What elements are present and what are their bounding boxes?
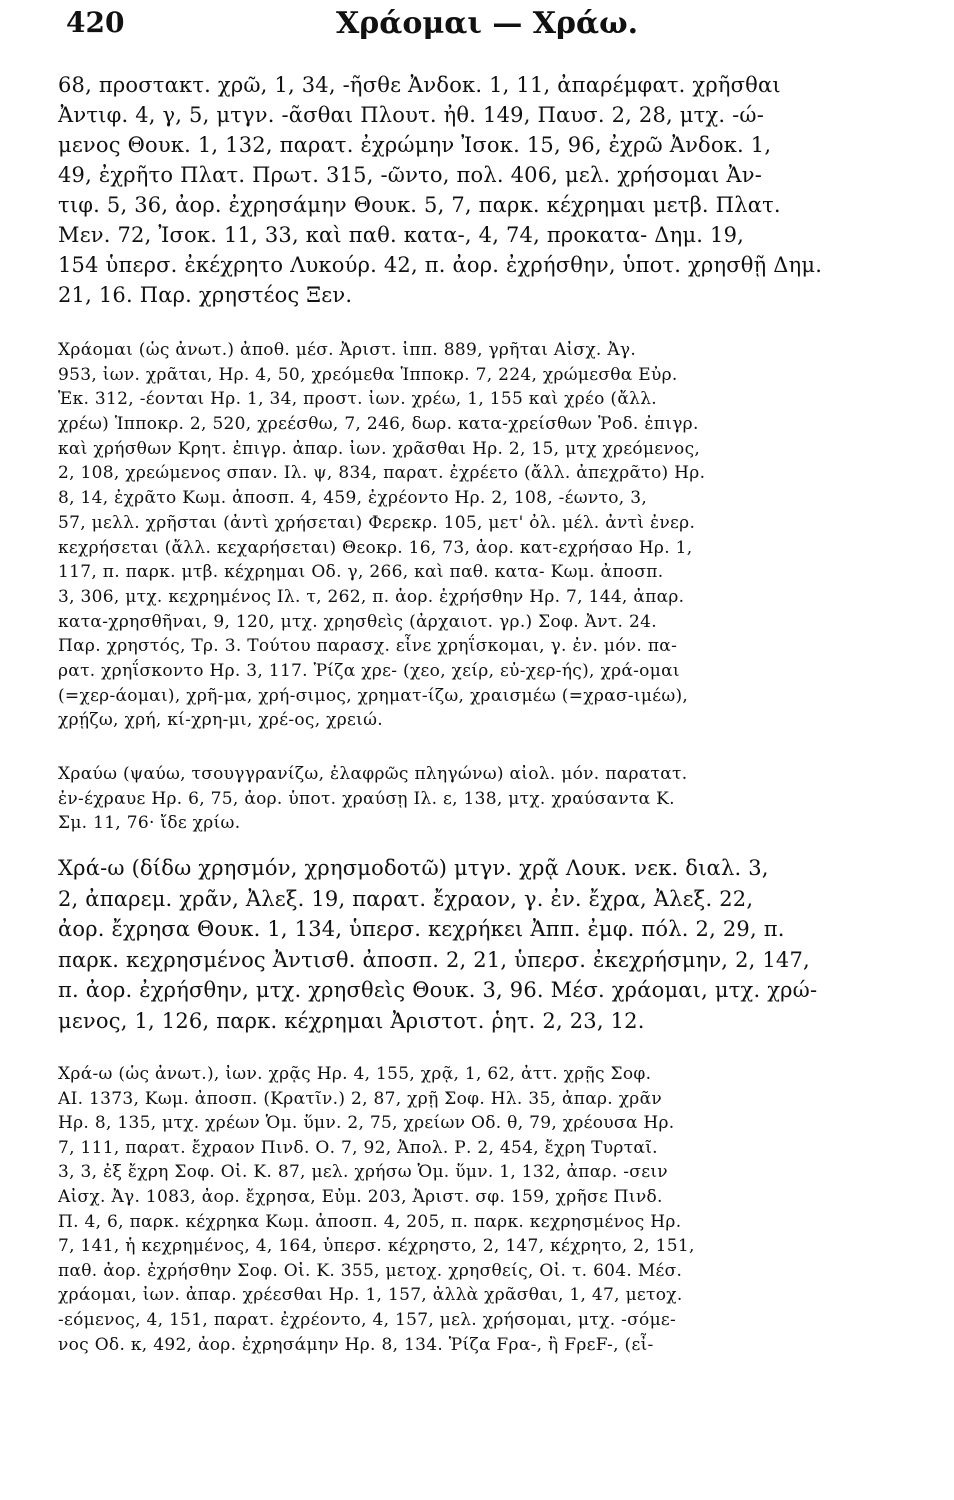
text-line: 3, 306, μτχ. κεχρημένος Ιλ. τ, 262, π. ἀορ. ἐχρήσθην Ηρ. 7, 144, ἀπαρ. [58, 586, 685, 607]
entry-chrauo [58, 762, 858, 836]
text-line: κεχρήσεται (ἄλλ. κεχαρήσεται) Θεοκρ. 16, 73, ἀορ. κατ-εχρήσαο Ηρ. 1, [58, 537, 693, 558]
text-line: μενος Θουκ. 1, 132, παρατ. ἐχρώμην Ἰσοκ. 15, 96, ἐχρῶ Ἀνδοκ. 1, [58, 133, 772, 157]
page-header [66, 6, 894, 50]
text-line: Μεν. 72, Ἰσοκ. 11, 33, καὶ παθ. κατα-, 4, 74, προκατα- Δημ. 19, [58, 223, 745, 247]
text-line: Ἀντιφ. 4, γ, 5, μτγν. -ᾶσθαι Πλουτ. ἠθ. 149, Παυσ. 2, 28, μτχ. -ώ- [58, 103, 765, 127]
text-line: 57, μελλ. χρῆσται (ἀντὶ χρήσεται) Φερεκρ. 105, μετ' ὀλ. μέλ. ἀντὶ ἐνερ. [58, 512, 696, 533]
text-line: Παρ. χρηστός, Τρ. 3. Τούτου παρασχ. εἶνε χρηΐσκομαι, γ. ἐν. μόν. πα- [58, 636, 678, 657]
text-line: Χράομαι (ὡς ἀνωτ.) ἀποθ. μέσ. Ἀριστ. ἱππ. 889, γρῆται Αἰσχ. Ἀγ. [58, 340, 637, 360]
text-line: Χραύω (ψαύω, τσουγγρανίζω, ἐλαφρῶς πληγώνω) αἰολ. μόν. παρατατ. [58, 764, 688, 784]
text-line: Χρά-ω (ὡς ἀνωτ.), ἰων. χρᾷς Ηρ. 4, 155, χρᾷ, 1, 62, ἀττ. χρῇς Σοφ. [58, 1064, 652, 1084]
entry-chrao-dialect [58, 1062, 858, 1357]
text-line: 953, ἰων. χρᾶται, Ηρ. 4, 50, χρεόμεθα Ἱπποκρ. 7, 224, χρώμεσθα Εὐρ. [58, 364, 678, 385]
text-line: (=χερ-άομαι), χρῆ-μα, χρή-σιμος, χρηματ-ίζω, χραισμέω (=χρασ-ιμέω), [58, 685, 689, 706]
text-line: μενος, 1, 126, παρκ. κέχρημαι Ἀριστοτ. ῥητ. 2, 23, 12. [58, 1008, 645, 1033]
text-line: τιφ. 5, 36, ἀορ. ἐχρησάμην Θουκ. 5, 7, παρκ. κέχρημαι μετβ. Πλατ. [58, 193, 781, 217]
text-line: χρῄζω, χρή, κί-χρη-μι, χρέ-ος, χρειώ. [58, 710, 383, 731]
text-line: 49, ἐχρῆτο Πλατ. Πρωτ. 315, -ῶντο, πολ. 406, μελ. χρήσομαι Ἀν- [58, 163, 763, 187]
text-line: Αἰσχ. Ἀγ. 1083, ἀορ. ἔχρησα, Εὐμ. 203, Ἀριστ. σφ. 159, χρῆσε Πινδ. [58, 1186, 663, 1207]
text-line: χρέω) Ἱπποκρ. 2, 520, χρεέσθω, 7, 246, δωρ. κατα-χρείσθων Ῥοδ. ἐπιγρ. [58, 414, 699, 435]
running-title: Χράομαι — Χράω. [336, 6, 639, 41]
text-line: κατα-χρησθῆναι, 9, 120, μτχ. χρησθεὶς (ἀρχαιοτ. γρ.) Σοφ. Ἀντ. 24. [58, 611, 657, 632]
entry-chraomai-dialect [58, 338, 858, 733]
text-line: Ἑκ. 312, -έονται Ηρ. 1, 34, προστ. ἰων. χρέω, 1, 155 καὶ χρέο (ἄλλ. [58, 389, 657, 410]
text-line: Ηρ. 8, 135, μτχ. χρέων Ὁμ. ὕμν. 2, 75, χρείων Οδ. θ, 79, χρέουσα Ηρ. [58, 1113, 675, 1134]
text-line: 2, 108, χρεώμενος σπαν. Ιλ. ψ, 834, παρατ. ἐχρέετο (ἄλλ. ἀπεχρᾶτο) Ηρ. [58, 463, 706, 484]
text-line: 3, 3, ἐξ ἔχρη Σοφ. Οἰ. Κ. 87, μελ. χρήσω Ὁμ. ὕμν. 1, 132, ἀπαρ. -σειν [58, 1162, 668, 1183]
text-line: ρατ. χρηΐσκοντο Ηρ. 3, 117. Ῥίζα χρε- (χεο, χείρ, εὐ-χερ-ής), χρά-ομαι [58, 660, 680, 681]
page-number: 420 [66, 6, 125, 39]
entry-continuation [58, 70, 858, 310]
text-line: 7, 111, παρατ. ἔχραον Πινδ. Ο. 7, 92, Ἀπολ. Ρ. 2, 454, ἔχρη Τυρταῖ. [58, 1137, 658, 1158]
text-line: καὶ χρήσθων Κρητ. ἐπιγρ. ἀπαρ. ἰων. χρᾶσθαι Ηρ. 2, 15, μτχ χρεόμενος, [58, 438, 701, 459]
text-line: 21, 16. Παρ. χρηστέος Ξεν. [58, 283, 353, 307]
text-line: ἐν-έχραυε Ηρ. 6, 75, ἀορ. ὑποτ. χραύσῃ Ιλ. ε, 138, μτχ. χραύσαντα Κ. [58, 788, 675, 809]
text-line: νος Οδ. κ, 492, ἀορ. ἐχρησάμην Ηρ. 8, 134. Ῥίζα Fρα-, ἢ FρεF-, (εἶ- [58, 1334, 654, 1355]
text-line: παρκ. κεχρησμένος Ἀντισθ. ἀποσπ. 2, 21, ὑπερσ. ἐκεχρήσμην, 2, 147, [58, 947, 810, 972]
text-line: ΑΙ. 1373, Κωμ. ἀποσπ. (Κρατῖν.) 2, 87, χρῇ Σοφ. Ηλ. 35, ἀπαρ. χρᾶν [58, 1088, 663, 1109]
text-line: 154 ὑπερσ. ἐκέχρητο Λυκούρ. 42, π. ἀορ. ἐχρήσθην, ὑποτ. χρησθῇ Δημ. [58, 253, 823, 277]
entry-chrao [58, 853, 858, 1036]
text-line: παθ. ἀορ. ἐχρήσθην Σοφ. Οἰ. Κ. 355, μετοχ. χρησθείς, Οἰ. τ. 604. Μέσ. [58, 1260, 683, 1281]
text-line: 7, 141, ἡ κεχρημένος, 4, 164, ὑπερσ. κέχρηστο, 2, 147, κέχρητο, 2, 151, [58, 1236, 695, 1257]
text-line: -εόμενος, 4, 151, παρατ. ἐχρέοντο, 4, 157, μελ. χρήσομαι, μτχ. -σόμε- [58, 1309, 677, 1330]
text-line: Π. 4, 6, παρκ. κέχρηκα Κωμ. ἀποσπ. 4, 205, π. παρκ. κεχρησμένος Ηρ. [58, 1211, 682, 1232]
text-line: χράομαι, ἰων. ἀπαρ. χρέεσθαι Ηρ. 1, 157, ἀλλὰ χρᾶσθαι, 1, 47, μετοχ. [58, 1285, 683, 1306]
text-line: 117, π. παρκ. μτβ. κέχρημαι Οδ. γ, 266, καὶ παθ. κατα- Κωμ. ἀποσπ. [58, 562, 664, 583]
text-line: Σμ. 11, 76· ἴδε χρίω. [58, 813, 241, 833]
text-line: 68, προστακτ. χρῶ, 1, 34, -ῆσθε Ἀνδοκ. 1, 11, ἀπαρέμφατ. χρῆσθαι [58, 73, 781, 97]
text-line: 8, 14, ἐχρᾶτο Κωμ. ἀποσπ. 4, 459, ἐχρέοντο Ηρ. 2, 108, -έωντο, 3, [58, 488, 648, 509]
text-line: 2, ἀπαρεμ. χρᾶν, Ἀλεξ. 19, παρατ. ἔχραον, γ. ἐν. ἔχρα, Ἀλεξ. 22, [58, 886, 754, 911]
text-line: Χρά-ω (δίδω χρησμόν, χρησμοδοτῶ) μτγν. χρᾷ Λουκ. νεκ. διαλ. 3, [58, 856, 769, 880]
text-line: π. ἀορ. ἐχρήσθην, μτχ. χρησθεὶς Θουκ. 3, 96. Μέσ. χράομαι, μτχ. χρώ- [58, 978, 818, 1002]
text-line: ἀορ. ἔχρησα Θουκ. 1, 134, ὑπερσ. κεχρήκει Ἀππ. ἐμφ. πόλ. 2, 29, π. [58, 917, 785, 941]
